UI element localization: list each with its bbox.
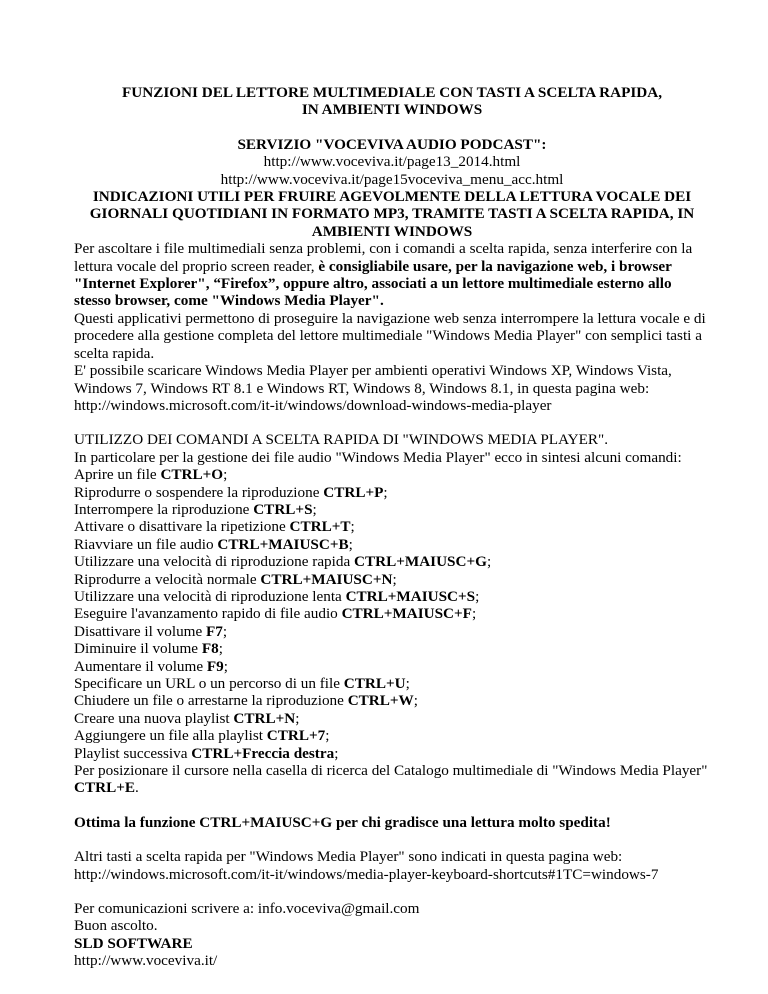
command-item: Utilizzare una velocità di riproduzione rapida CTRL+MAIUSC+G; [74, 553, 492, 571]
command-item: Chiudere un file o arrestarne la riproduzione CTRL+W; [74, 692, 418, 710]
info-title: INDICAZIONI UTILI PER FRUIRE AGEVOLMENTE DELLA LETTURA VOCALE DEI GIORNALI QUOTIDIANI IN FORMATO MP3, TRAMITE TASTI A SCELTA RAPIDA, IN AMBIENTI WINDOWS [89, 188, 695, 240]
service-title: SERVIZIO "VOCEVIVA AUDIO PODCAST": [237, 135, 547, 153]
more-shortcuts-text: Altri tasti a scelta rapida per "Windows Media Player" sono indicati in questa pagina web: [74, 848, 623, 866]
catalog-key: CTRL+E [74, 779, 135, 797]
command-description: Diminuire il volume [74, 640, 202, 658]
intro-text: Per ascoltare i file multimediali senza problemi, con i comandi a scelta rapida, senza interferire con la lettura vocale del proprio screen reader, [74, 240, 693, 275]
document-title [74, 84, 710, 119]
command-shortcut: CTRL+N [233, 709, 296, 727]
command-description: Creare una nuova playlist [74, 709, 234, 727]
command-shortcut: CTRL+T [289, 518, 351, 536]
tip-line: Ottima la funzione CTRL+MAIUSC+G per chi gradisce una lettura molto spedita! [74, 813, 611, 831]
command-item: Aggiungere un file alla playlist CTRL+7; [74, 727, 330, 745]
catalog-paragraph: Per posizionare il cursore nella casella di ricerca del Catalogo multimediale di "Windows Media Player" CTRL+E. [74, 762, 708, 797]
goodbye-line: Buon ascolto. [74, 917, 158, 935]
command-description: Aprire un file [74, 466, 161, 484]
command-item: Attivare o disattivare la ripetizione CTRL+T; [74, 518, 355, 536]
command-description: Disattivare il volume [74, 622, 207, 640]
command-description: Aggiungere un file alla playlist [74, 727, 267, 745]
applications-paragraph: Questi applicativi permettono di proseguire la navigazione web senza interrompere la lettura vocale e di procedere alla gestione completa del lettore multimediale "Windows Media Player" con semplici tasti a scelta rapida. [74, 309, 706, 362]
command-item: Interrompere la riproduzione CTRL+S; [74, 500, 317, 518]
commands-list [74, 466, 710, 762]
catalog-text: Per posizionare il cursore nella casella di ricerca del Catalogo multimediale di "Windows Media Player" [74, 762, 708, 780]
download-paragraph: E' possibile scaricare Windows Media Player per ambienti operativi Windows XP, Windows Vista, Windows 7, Windows RT 8.1 e Windows RT, Windows 8, Windows 8.1, in questa pagina web: [74, 362, 672, 397]
command-shortcut: CTRL+O [160, 466, 224, 484]
command-item: Riprodurre a velocità normale CTRL+MAIUSC+N; [74, 570, 397, 588]
command-description: Utilizzare una velocità di riproduzione rapida [74, 553, 355, 571]
command-description: Chiudere un file o arrestarne la riproduzione [74, 692, 348, 710]
command-shortcut: CTRL+MAIUSC+S [345, 587, 476, 605]
command-item: Eseguire l'avanzamento rapido di file audio CTRL+MAIUSC+F; [74, 605, 477, 623]
command-item: Aumentare il volume F9; [74, 657, 228, 675]
usage-intro: In particolare per la gestione dei file audio "Windows Media Player" ecco in sintesi alcuni comandi: [74, 448, 682, 466]
command-shortcut: CTRL+U [343, 675, 406, 692]
command-item: Aprire un file CTRL+O; [74, 466, 228, 484]
command-item: Disattivare il volume F7; [74, 622, 228, 640]
command-shortcut: CTRL+MAIUSC+N [260, 570, 393, 588]
command-shortcut: CTRL+P [323, 483, 384, 501]
intro-bold-text: è consigliabile usare, per la navigazione web, i browser "Internet Explorer", “Firefox”, oppure altro, associati a un lettore multimediale esterno allo stesso browser, come "Windows Media Player". [74, 257, 672, 310]
command-description: Attivare o disattivare la ripetizione [74, 518, 290, 536]
command-item: Utilizzare una velocità di riproduzione lenta CTRL+MAIUSC+S; [74, 587, 480, 605]
document-page [74, 84, 710, 970]
command-shortcut: CTRL+S [253, 500, 313, 518]
command-shortcut: CTRL+MAIUSC+B [217, 535, 349, 553]
command-shortcut: CTRL+7 [266, 727, 326, 745]
command-description: Playlist successiva [74, 744, 192, 762]
command-item: Diminuire il volume F8; [74, 640, 223, 658]
command-description: Utilizzare una velocità di riproduzione lenta [74, 587, 346, 605]
contact-line: Per comunicazioni scrivere a: info.voceviva@gmail.com [74, 900, 420, 918]
service-link-1[interactable]: http://www.voceviva.it/page13_2014.html [263, 153, 521, 171]
command-shortcut: F9 [206, 657, 224, 675]
more-shortcuts-link[interactable]: http://windows.microsoft.com/it-it/windows/media-player-keyboard-shortcuts#1TC=windows-7 [74, 865, 659, 883]
command-shortcut: F8 [201, 640, 219, 658]
command-description: Interrompere la riproduzione [74, 500, 254, 518]
command-item: Riprodurre o sospendere la riproduzione CTRL+P; [74, 483, 388, 501]
command-description: Aumentare il volume [74, 657, 207, 675]
title-line-2: IN AMBIENTI WINDOWS [301, 101, 483, 119]
command-item: Playlist successiva CTRL+Freccia destra; [74, 744, 339, 762]
usage-heading: UTILIZZO DEI COMANDI A SCELTA RAPIDA DI "WINDOWS MEDIA PLAYER". [74, 431, 609, 449]
site-link[interactable]: http://www.voceviva.it/ [74, 952, 218, 970]
command-description: Riprodurre o sospendere la riproduzione [74, 483, 324, 501]
command-item: Specificare un URL o un percorso di un file CTRL+U; [74, 675, 410, 692]
title-line-1: FUNZIONI DEL LETTORE MULTIMEDIALE CON TASTI A SCELTA RAPIDA, [121, 84, 662, 101]
command-item: Creare una nuova playlist CTRL+N; [74, 709, 300, 727]
command-description: Specificare un URL o un percorso di un file [74, 675, 344, 692]
command-description: Eseguire l'avanzamento rapido di file audio [74, 605, 342, 623]
command-shortcut: CTRL+MAIUSC+G [354, 553, 487, 571]
command-description: Riprodurre a velocità normale [74, 570, 261, 588]
service-link-2[interactable]: http://www.voceviva.it/page15voceviva_menu_acc.html [220, 170, 564, 188]
signature: SLD SOFTWARE [74, 934, 193, 952]
command-shortcut: CTRL+W [347, 692, 414, 710]
command-description: Riavviare un file audio [74, 535, 218, 553]
download-link[interactable]: http://windows.microsoft.com/it-it/windows/download-windows-media-player [74, 396, 552, 414]
command-shortcut: F7 [206, 622, 223, 640]
intro-paragraph [74, 240, 710, 310]
command-shortcut: CTRL+Freccia destra [191, 744, 335, 762]
command-shortcut: CTRL+MAIUSC+F [341, 605, 472, 623]
command-item: Riavviare un file audio CTRL+MAIUSC+B; [74, 535, 353, 553]
